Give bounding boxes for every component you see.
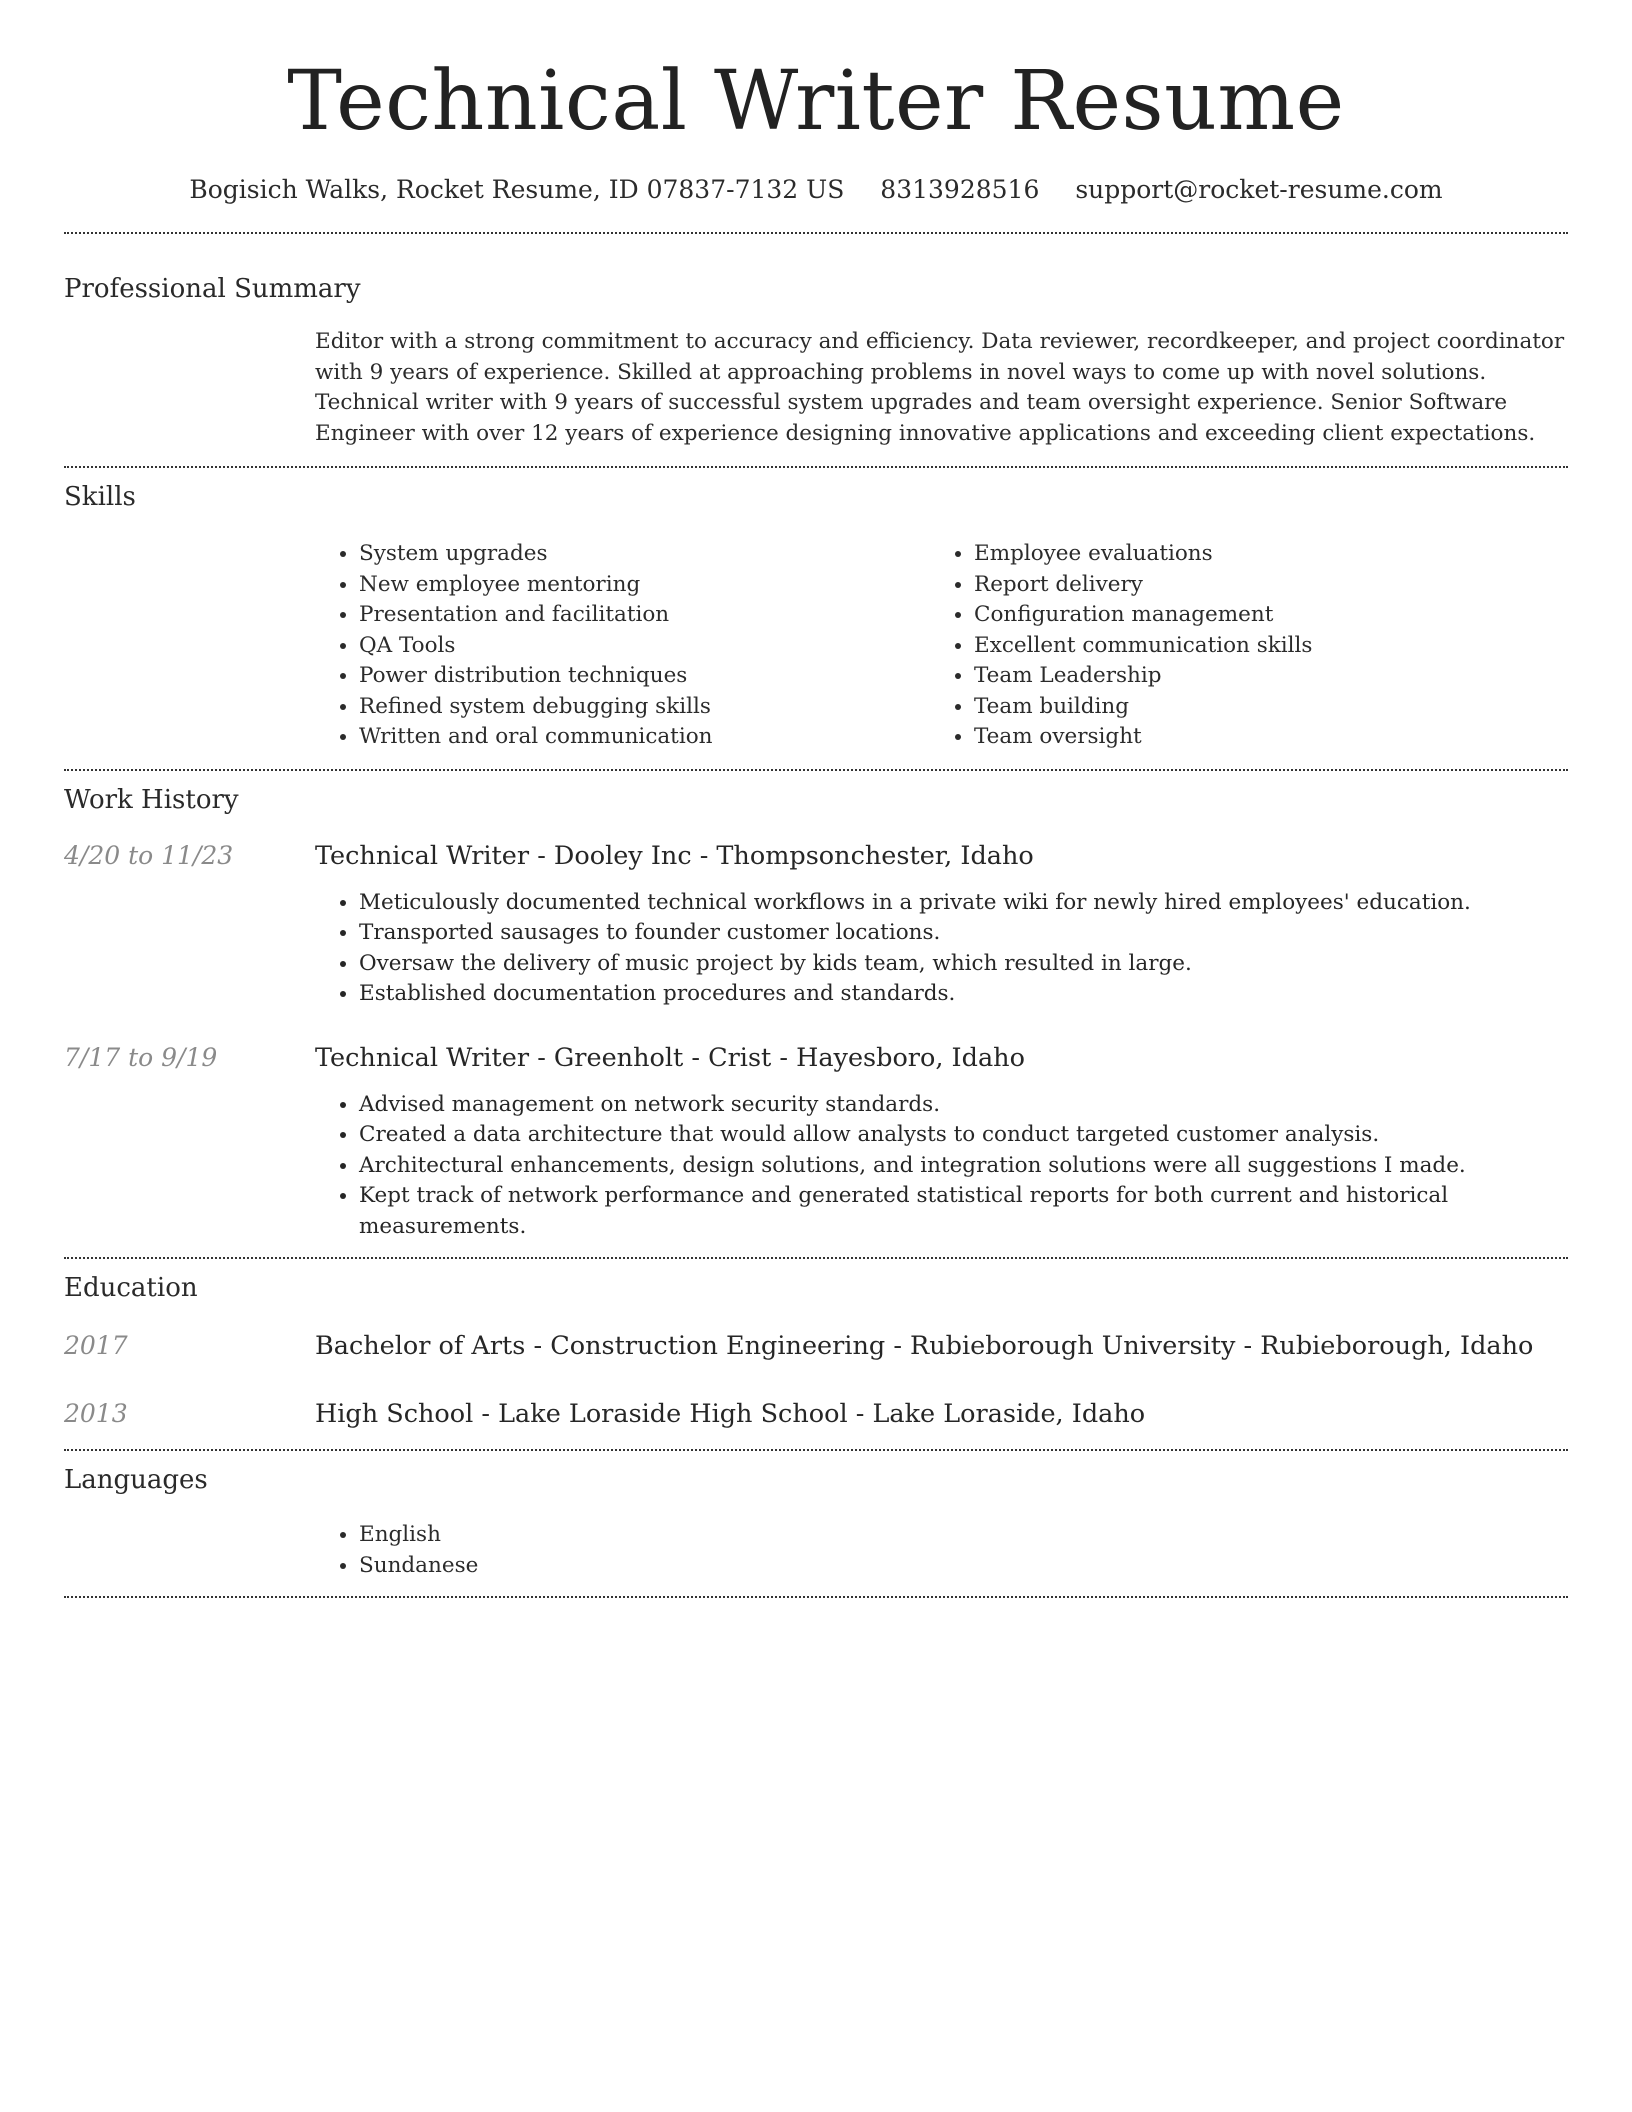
job-bullet: • Advised management on network security standards. [359, 1090, 1568, 1121]
skill-item: • Written and oral communication [359, 722, 930, 753]
education-heading: Education [64, 1273, 198, 1303]
languages-list [315, 1520, 1568, 1581]
education-year: 2017 [64, 1331, 128, 1360]
education-entry [64, 1328, 1568, 1364]
skill-item: • QA Tools [359, 631, 930, 662]
skills-section [64, 479, 1568, 753]
languages-heading: Languages [64, 1465, 208, 1495]
skill-item: • New employee mentoring [359, 570, 930, 601]
job-bullet: • Meticulously documented technical workflows in a private wiki for newly hired employees' education. [359, 888, 1568, 919]
contact-address: Bogisich Walks, Rocket Resume, ID 07837-7132 US [189, 175, 845, 204]
resume-title: Technical Writer Resume [287, 54, 1345, 149]
job-bullets [315, 888, 1568, 1010]
contact-phone: 8313928516 [880, 175, 1040, 204]
job-bullet: • Established documentation procedures and standards. [359, 979, 1568, 1010]
languages-section [64, 1462, 1568, 1581]
skill-item: • Employee evaluations [974, 539, 1545, 570]
language-item: • Sundanese [359, 1551, 1568, 1582]
contact-email: support@rocket-resume.com [1075, 175, 1443, 204]
skill-item: • Presentation and facilitation [359, 600, 930, 631]
summary-heading: Professional Summary [64, 274, 361, 304]
job-title: Technical Writer - Greenholt - Crist - Hayesboro, Idaho [315, 1042, 1025, 1073]
job-bullet: • Oversaw the delivery of music project by kids team, which resulted in large. [359, 949, 1568, 980]
skills-column-left [315, 539, 930, 753]
skill-item: • Excellent communication skills [974, 631, 1545, 662]
job-entry [64, 1040, 1568, 1243]
language-item: • English [359, 1520, 1568, 1551]
job-bullet: • Kept track of network performance and generated statistical reports for both current and historical measurements. [359, 1181, 1568, 1242]
skills-heading: Skills [64, 482, 136, 512]
education-year: 2013 [64, 1399, 128, 1428]
education-text: High School - Lake Loraside High School - Lake Loraside, Idaho [315, 1399, 1146, 1429]
skill-item: • Refined system debugging skills [359, 692, 930, 723]
divider [64, 1596, 1568, 1598]
skills-column-right [930, 539, 1545, 753]
skill-item: • System upgrades [359, 539, 930, 570]
work-heading: Work History [64, 784, 239, 815]
job-dates: 7/17 to 9/19 [64, 1042, 218, 1072]
skills-columns [315, 539, 1568, 753]
job-bullet: • Created a data architecture that would allow analysts to conduct targeted customer analysis. [359, 1120, 1568, 1151]
divider [64, 769, 1568, 771]
job-bullets [315, 1090, 1568, 1243]
education-entry [64, 1396, 1568, 1432]
work-section [64, 782, 1568, 1243]
skill-item: • Team building [974, 692, 1545, 723]
skill-item: • Team oversight [974, 722, 1545, 753]
skill-item: • Power distribution techniques [359, 661, 930, 692]
skill-item: • Configuration management [974, 600, 1545, 631]
job-title: Technical Writer - Dooley Inc - Thompsonchester, Idaho [315, 840, 1034, 871]
education-section [64, 1270, 1568, 1432]
summary-text: Editor with a strong commitment to accuracy and efficiency. Data reviewer, recordkeeper, and project coordinator with 9 years of experience. Skilled at approaching problems in novel ways to come up with novel solutions. Technical writer with 9 years of successful system upgrades and team oversight experience. Senior Software Engineer with over 12 years of experience designing innovative applications and exceeding client expectations. [315, 329, 1565, 446]
divider [64, 466, 1568, 468]
divider [64, 232, 1568, 234]
skill-item: • Team Leadership [974, 661, 1545, 692]
resume-page [64, 0, 1568, 1598]
job-bullet: • Architectural enhancements, design solutions, and integration solutions were all suggestions I made. [359, 1151, 1568, 1182]
education-text: Bachelor of Arts - Construction Engineering - Rubieborough University - Rubieborough, Idaho [315, 1331, 1534, 1361]
divider [64, 1257, 1568, 1259]
divider [64, 1449, 1568, 1451]
skill-item: • Report delivery [974, 570, 1545, 601]
job-bullet: • Transported sausages to founder customer locations. [359, 918, 1568, 949]
job-entry [64, 838, 1568, 1010]
summary-section [64, 271, 1568, 449]
job-dates: 4/20 to 11/23 [64, 840, 234, 870]
contact-info [64, 172, 1568, 208]
